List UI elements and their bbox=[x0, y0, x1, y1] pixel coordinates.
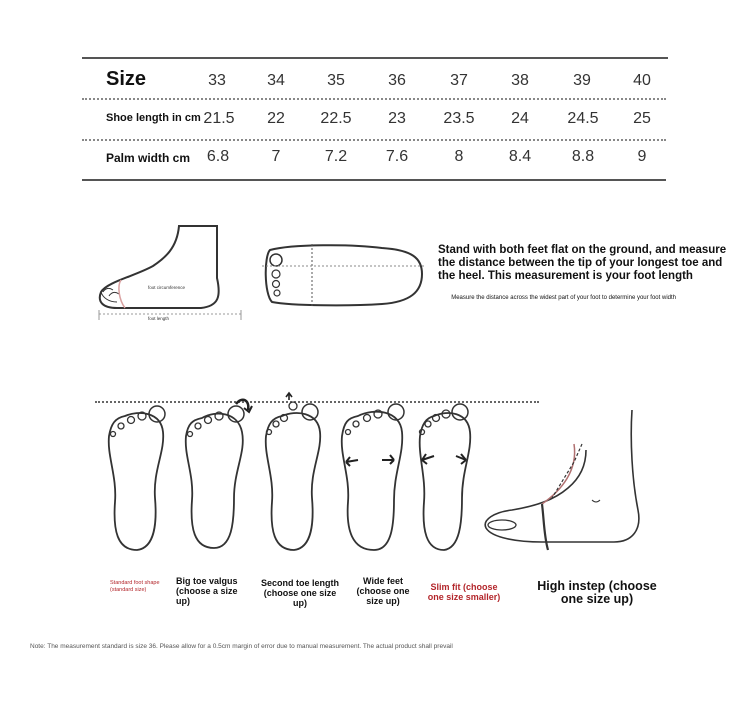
table-row-divider bbox=[82, 98, 666, 100]
palm-width-cell: 8.8 bbox=[571, 148, 595, 165]
shoe-length-cell: 24.5 bbox=[567, 110, 599, 127]
size-cell: 35 bbox=[327, 72, 345, 89]
palm-width-cell: 8 bbox=[454, 148, 464, 165]
shoe-length-label: Shoe length in cm bbox=[106, 112, 201, 124]
high-instep-icon bbox=[482, 400, 642, 560]
foot-sole-view-illustration bbox=[262, 242, 430, 312]
foot-length-label: foot length bbox=[148, 316, 170, 321]
foot-length-instruction: Stand with both feet flat on the ground, and measure the distance between the tip of your longest toe and the heel. This measurement is your foot length bbox=[438, 244, 727, 282]
table-bottom-rule bbox=[82, 179, 666, 181]
caption-second-toe-length: Second toe length (choose one size up) bbox=[260, 578, 339, 608]
table-row-divider bbox=[82, 139, 666, 141]
caption-slim-fit: Slim fit (choose one size smaller) bbox=[427, 582, 501, 602]
shoe-length-cell: 23.5 bbox=[443, 110, 475, 127]
size-cell: 40 bbox=[633, 72, 651, 89]
size-header-label: Size bbox=[106, 68, 147, 90]
wide-feet-icon bbox=[340, 400, 406, 550]
foot-side-view-illustration bbox=[95, 222, 245, 322]
shoe-length-cell: 22.5 bbox=[320, 110, 352, 127]
palm-width-cell: 7.6 bbox=[385, 148, 409, 165]
big-toe-valgus-icon bbox=[182, 398, 252, 548]
palm-width-label: Palm width cm bbox=[106, 151, 191, 165]
shoe-length-cell: 23 bbox=[388, 110, 406, 127]
table-top-rule bbox=[82, 57, 668, 59]
palm-width-cell: 6.8 bbox=[206, 148, 230, 165]
palm-width-cell: 8.4 bbox=[508, 148, 532, 165]
size-cell: 33 bbox=[208, 72, 226, 89]
size-cell: 37 bbox=[450, 72, 468, 89]
foot-width-instruction: Measure the distance across the widest part of your foot to determine your foot width bbox=[451, 295, 676, 301]
caption-big-toe-valgus: Big toe valgus (choose a size up) bbox=[176, 576, 238, 606]
palm-width-cell: 7.2 bbox=[324, 148, 348, 165]
caption-standard: Standard foot shape (standard size) bbox=[110, 580, 160, 593]
foot-circumference-label: foot circumference bbox=[148, 285, 186, 290]
caption-wide-feet: Wide feet (choose one size up) bbox=[356, 576, 410, 606]
shoe-length-cell: 22 bbox=[267, 110, 285, 127]
shoe-length-cell: 21.5 bbox=[203, 110, 235, 127]
size-cell: 39 bbox=[573, 72, 591, 89]
standard-foot-icon bbox=[105, 402, 167, 552]
palm-width-cell: 9 bbox=[637, 148, 647, 165]
size-cell: 34 bbox=[267, 72, 285, 89]
size-cell: 36 bbox=[388, 72, 406, 89]
shoe-length-cell: 24 bbox=[511, 110, 529, 127]
shoe-length-cell: 25 bbox=[633, 110, 651, 127]
caption-high-instep: High instep (choose one size up) bbox=[537, 579, 657, 606]
slim-fit-icon bbox=[414, 400, 478, 550]
palm-width-cell: 7 bbox=[271, 148, 281, 165]
size-cell: 38 bbox=[511, 72, 529, 89]
measurement-note: Note: The measurement standard is size 36. Please allow for a 0.5cm margin of error due to manual measurement. The actual product shall prevail bbox=[30, 643, 453, 650]
second-toe-length-icon bbox=[262, 400, 326, 550]
